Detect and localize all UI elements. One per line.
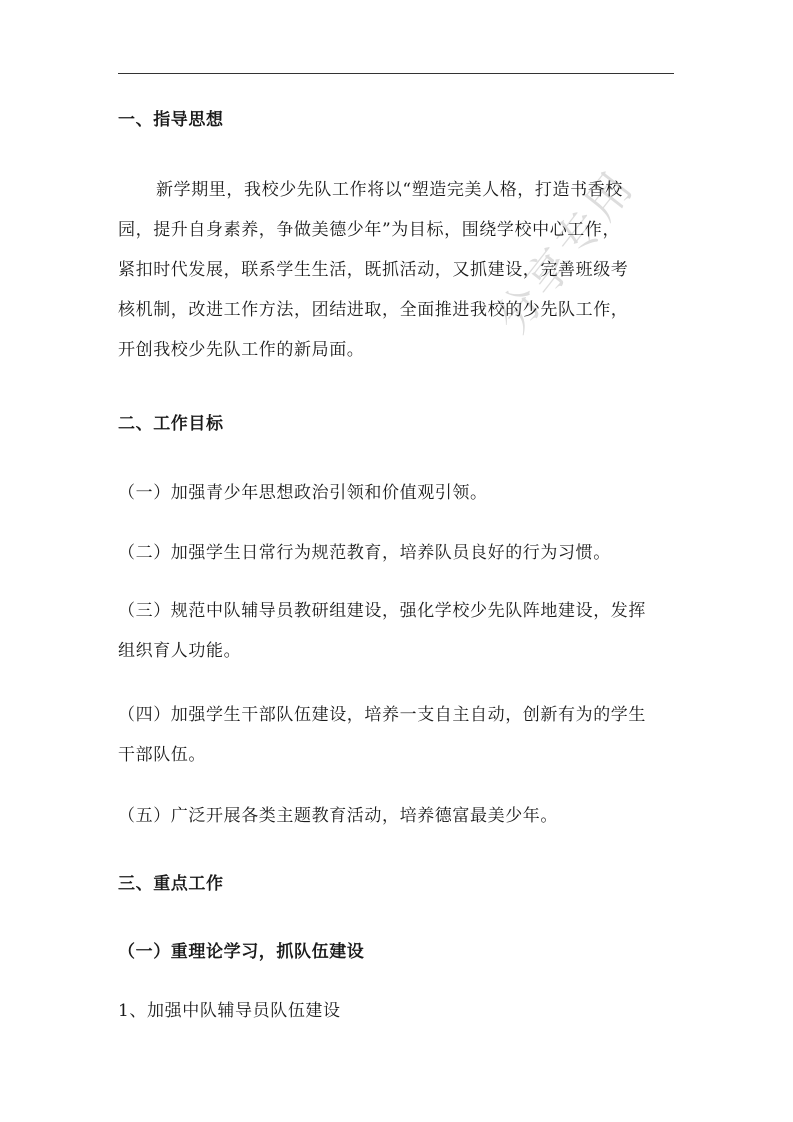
goal-item-4 [118, 695, 674, 775]
goal-item-2: （二）加强学生日常行为规范教育，培养队员良好的行为习惯。 [118, 543, 611, 563]
paragraph-line: 开创我校少先队工作的新局面。 [118, 340, 365, 360]
paragraph-line: 核机制，改进工作方法，团结进取，全面推进我校的少先队工作， [118, 300, 629, 320]
goal-line: （四）加强学生干部队伍建设，培养一支自主自动，创新有为的学生 [118, 705, 646, 725]
goal-item-5: （五）广泛开展各类主题教育活动，培养德富最美少年。 [118, 806, 558, 826]
goal-line: （三）规范中队辅导员教研组建设，强化学校少先队阵地建设，发挥 [118, 601, 646, 621]
paragraph-line: 新学期里，我校少先队工作将以“塑造完美人格，打造书香校 [156, 180, 623, 200]
goal-line: 组织育人功能。 [118, 641, 242, 661]
goal-line: 干部队伍。 [118, 745, 206, 765]
section-heading-guiding-ideology: 一、指导思想 [118, 110, 224, 130]
watermark: 分享专用 [486, 160, 646, 344]
section-heading-work-goals: 二、工作目标 [118, 414, 224, 434]
paragraph-line: 园，提升自身素养，争做美德少年”为目标，围绕学校中心工作， [118, 220, 621, 240]
goal-item-1: （一）加强青少年思想政治引领和价值观引领。 [118, 483, 488, 503]
paragraph-line: 紧扣时代发展，联系学生生活，既抓活动，又抓建设，完善班级考 [118, 260, 629, 280]
guiding-ideology-paragraph [118, 170, 674, 370]
section-heading-key-work: 三、重点工作 [118, 874, 224, 894]
key-work-item-1: 1、加强中队辅导员队伍建设 [118, 1001, 341, 1021]
goal-item-3 [118, 591, 674, 671]
subsection-heading-theory-study: （一）重理论学习，抓队伍建设 [118, 942, 365, 962]
header-rule [118, 73, 674, 74]
